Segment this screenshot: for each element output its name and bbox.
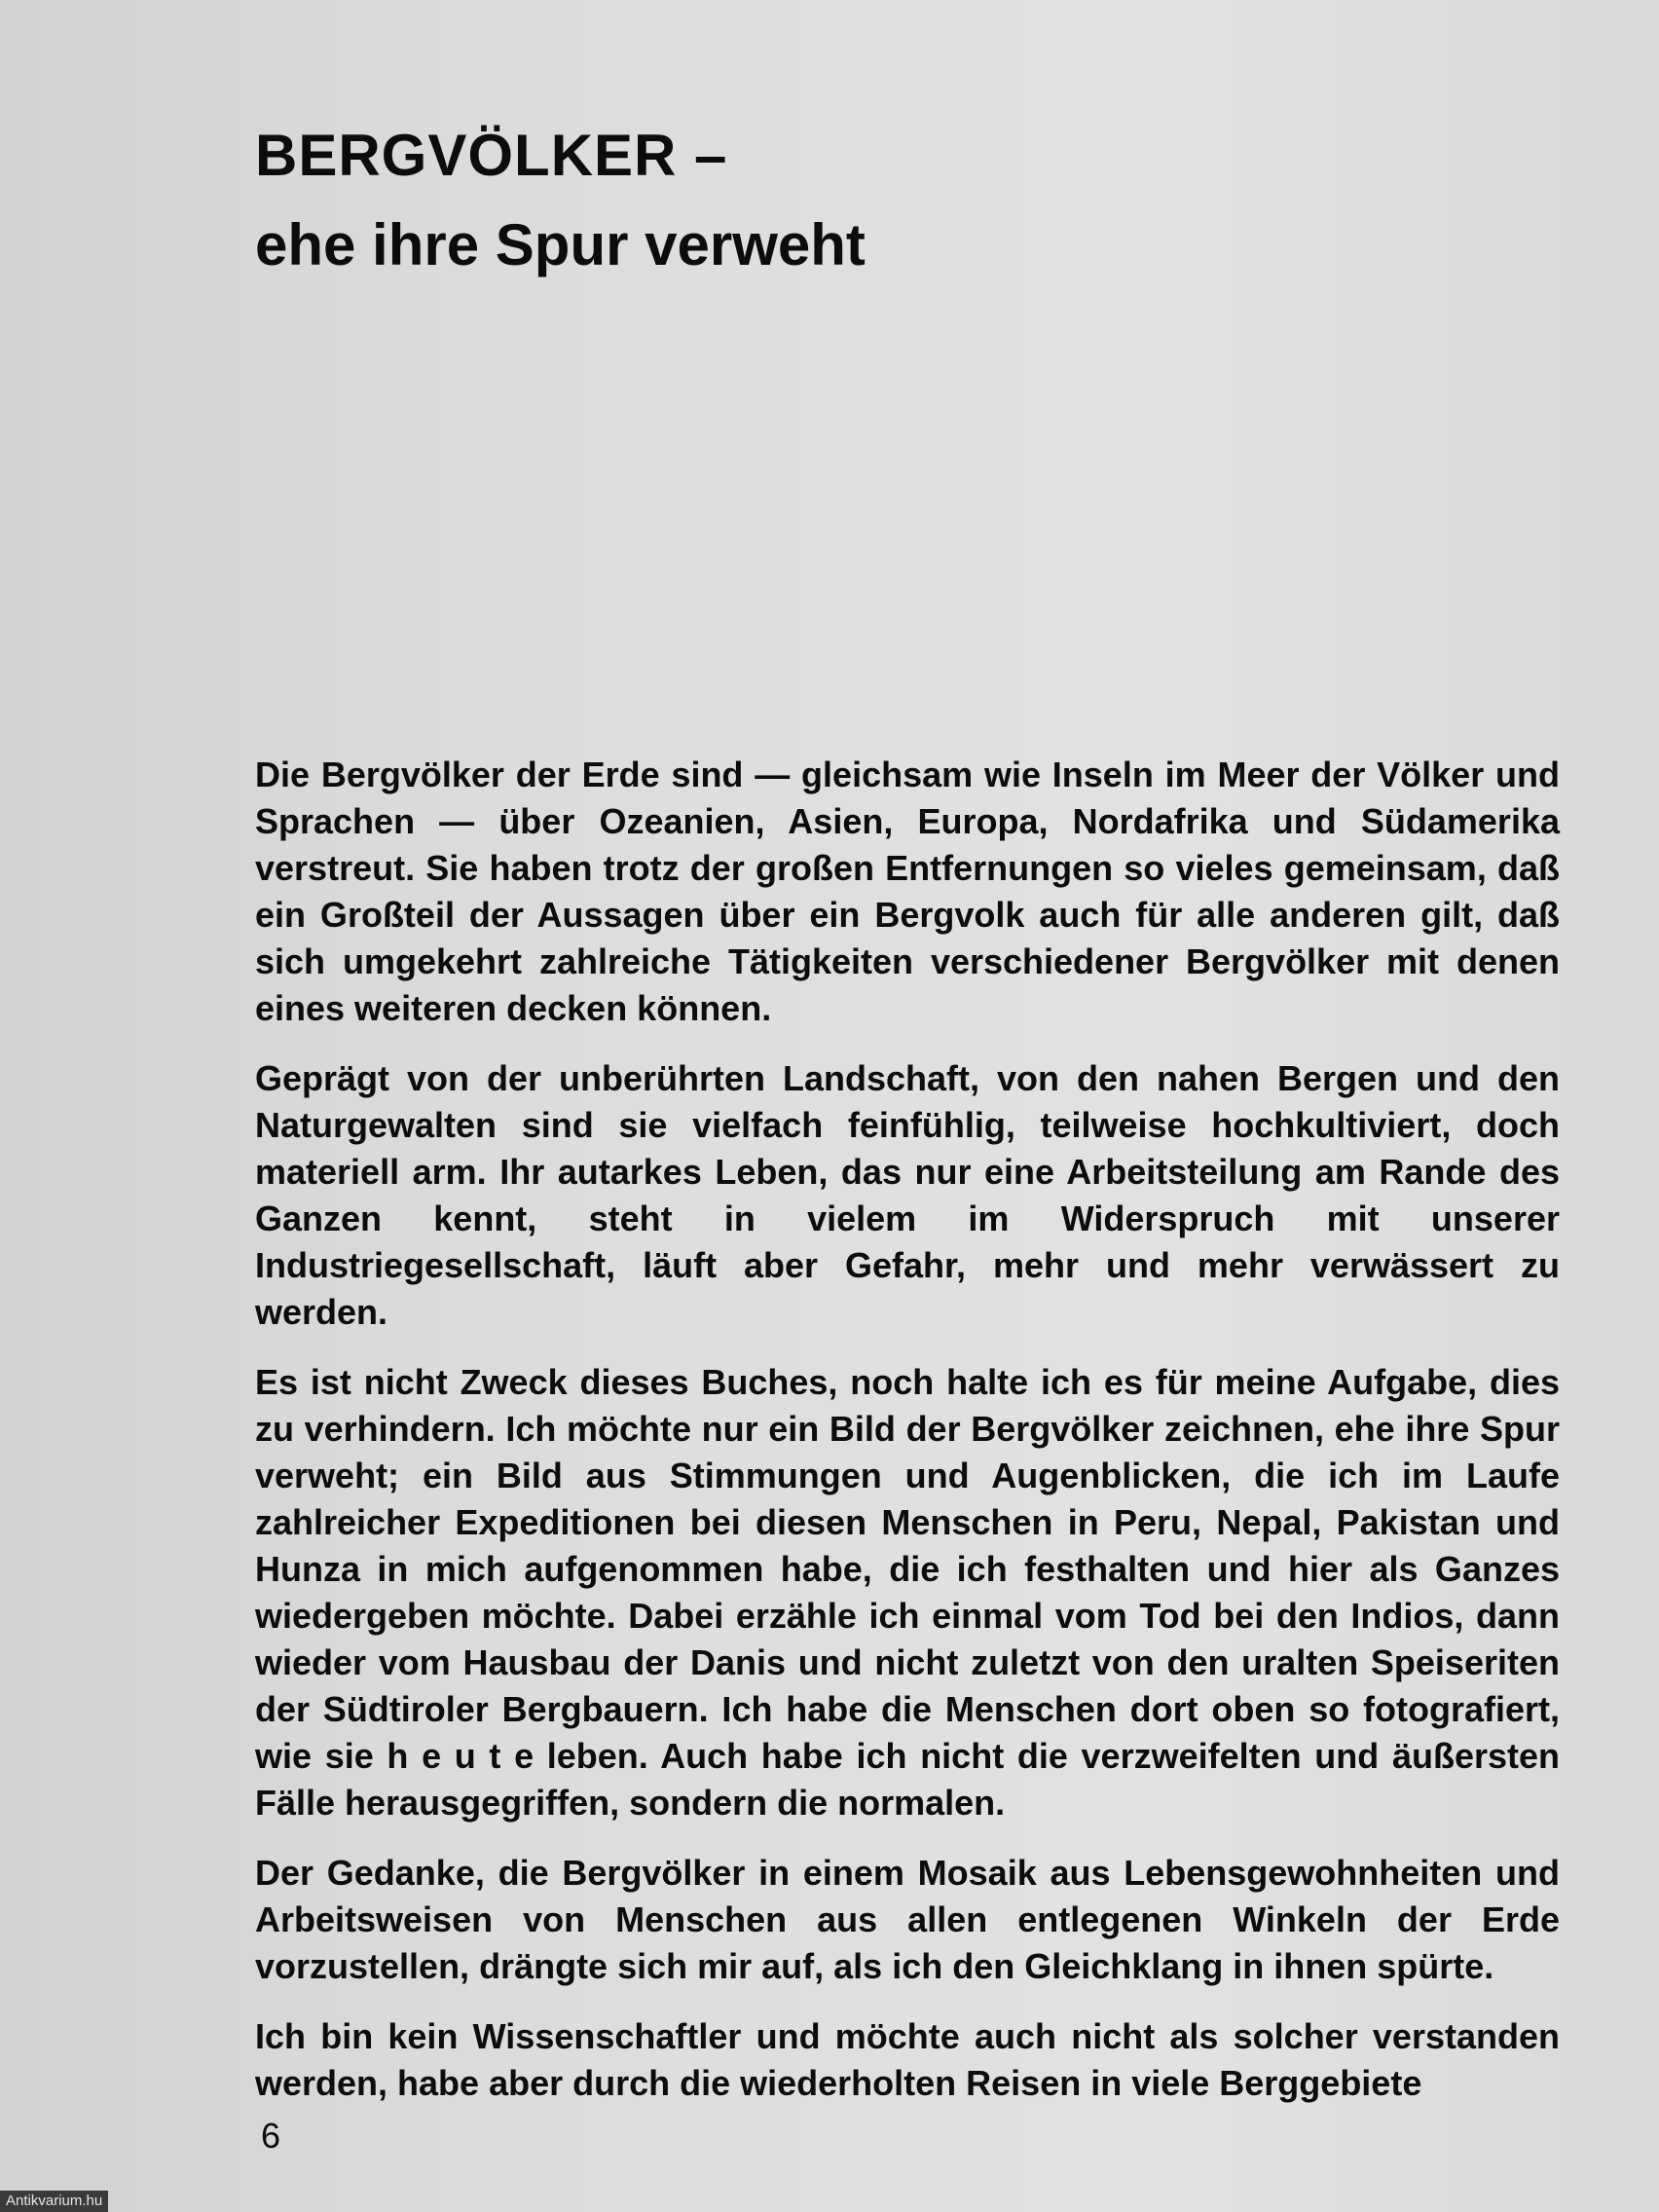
paragraph-5: Ich bin kein Wissenschaftler und möchte auch nicht als solcher verstanden werden, habe aber durch die wiederholten Reisen in viele Berggebiete bbox=[255, 2016, 1560, 2103]
page-number: 6 bbox=[261, 2116, 281, 2156]
paragraph-4: Der Gedanke, die Bergvölker in einem Mosaik aus Lebensgewohnheiten und Arbeitsweisen von Menschen aus allen entlegenen Winkeln der Erde vorzustellen, drängte sich mir auf, als ich den Gleichklang in ihnen spürte. bbox=[255, 1853, 1560, 1986]
paragraph-2: Geprägt von der unberührten Landschaft, von den nahen Bergen und den Naturgewalten sind sie vielfach feinfühlig, teilweise hochkultiviert, doch materiell arm. Ihr autarkes Leben, das nur eine Arbeitsteilung am Rande des Ganzen kennt, steht in vielem im Widerspruch mit unserer Industriegesellschaft, läuft aber Gefahr, mehr und mehr verwässert zu werden. bbox=[255, 1058, 1560, 1332]
paragraph-3: Es ist nicht Zweck dieses Buches, noch halte ich es für meine Aufgabe, dies zu verhindern. Ich möchte nur ein Bild der Bergvölker zeichnen, ehe ihre Spur verweht; ein Bild aus Stimmungen und Augenblicken, die ich im Laufe zahlreicher Expeditionen bei diesen Menschen in Peru, Nepal, Pakistan und Hunza in mich aufgenommen habe, die ich festhalten und hier als Ganzes wiedergeben möchte. Dabei erzähle ich einmal vom Tod bei den Indios, dann wieder vom Hausbau der Danis und nicht zuletzt von den uralten Speiseriten der Südtiroler Bergbauern. Ich habe die Menschen dort oben so fotografiert, wie sie h e u t e leben. Auch habe ich nicht die verzweifelten und äußersten Fälle herausgegriffen, sondern die normalen. bbox=[255, 1362, 1560, 1823]
body-text bbox=[255, 752, 1560, 2107]
chapter-title bbox=[255, 125, 1229, 276]
title-line-2: ehe ihre Spur verweht bbox=[255, 212, 866, 277]
title-line-1: BERGVÖLKER – bbox=[255, 123, 728, 188]
watermark: Antikvarium.hu bbox=[0, 2191, 108, 2212]
paragraph-1: Die Bergvölker der Erde sind — gleichsam wie Inseln im Meer der Völker und Sprachen — über Ozeanien, Asien, Europa, Nordafrika und Südamerika verstreut. Sie haben trotz der großen Entfernungen so vieles gemeinsam, daß ein Großteil der Aussagen über ein Bergvolk auch für alle anderen gilt, daß sich umgekehrt zahlreiche Tätigkeiten verschiedener Bergvölker mit denen eines weiteren decken können. bbox=[255, 755, 1560, 1028]
